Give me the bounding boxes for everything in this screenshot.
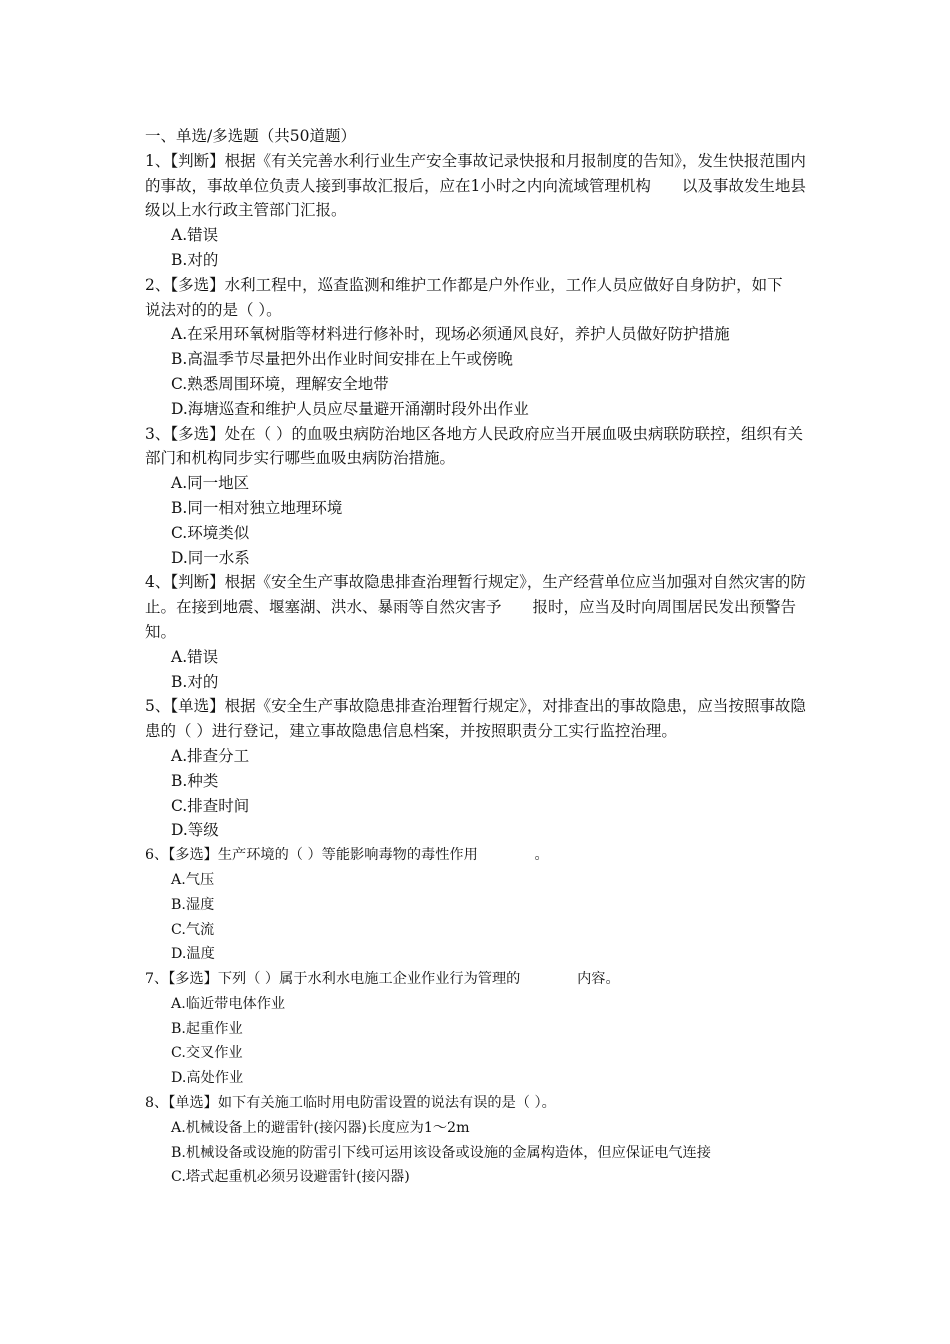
option: A.错误 [171,226,219,245]
option: D.温度 [171,946,215,963]
question-text: 3、【多选】处在（ ）的血吸虫病防治地区各地方人民政府应当开展血吸虫病联防联控，组织有关部门和机构同步实行哪些血吸虫病防治措施。 [145,424,804,468]
question-text: 7、【多选】下列（ ）属于水利水电施工企业作业行为管理的 内容。 [145,971,620,988]
section-heading: 一、单选/多选题（共50道题） [145,127,356,145]
option: D.高处作业 [171,1070,244,1087]
question-text: 8、【单选】如下有关施工临时用电防雷设置的说法有误的是（ ）。 [145,1095,556,1112]
option: A.在采用环氧树脂等材料进行修补时，现场必须通风良好，养护人员做好防护措施 [171,325,730,344]
option: A.同一地区 [171,474,250,493]
option: B.同一相对独立地理环境 [171,498,343,517]
question-text: 4、【判断】根据《安全生产事故隐患排查治理暂行规定》，生产经营单位应当加强对自然灾害的防止。在接到地震、堰塞湖、洪水、暴雨等自然灾害予 报时，应当及时向周围居民发出预警告知。 [145,573,806,641]
question-text: 5、【单选】根据《安全生产事故隐患排查治理暂行规定》，对排查出的事故隐患，应当按照事故隐患的（ ）进行登记，建立事故隐患信息档案，并按照职责分工实行监控治理。 [145,697,806,741]
question-7 [145,967,810,1091]
option: A.临近带电体作业 [171,995,286,1012]
option: B.高温季节尽量把外出作业时间安排在上午或傍晚 [171,350,513,369]
option: B.湿度 [171,896,215,913]
question-8 [145,1091,810,1190]
question-6 [145,843,810,967]
option: C.气流 [171,921,215,938]
option: B.起重作业 [171,1020,243,1037]
option: D.海塘巡查和维护人员应尽量避开涌潮时段外出作业 [171,399,529,418]
option: A.气压 [171,871,215,888]
option: A.排查分工 [171,746,250,765]
question-5 [145,694,810,843]
option: B.机械设备或设施的防雷引下线可运用该设备或设施的金属构造体，但应保证电气连接 [171,1144,711,1161]
option: A.机械设备上的避雷针(接闪器)长度应为1～2m [171,1119,470,1136]
question-2 [145,273,814,422]
question-3 [145,422,810,571]
option: D.等级 [171,821,219,840]
question-text: 1、【判断】根据《有关完善水利行业生产安全事故记录快报和月报制度的告知》，发生快报范围内的事故，事故单位负责人接到事故汇报后，应在1小时之内向流域管理机构 以及事故发生地县级以上水行政主管部门汇报。 [145,151,806,220]
question-list [145,124,814,1190]
option: C.交叉作业 [171,1045,243,1062]
question-1 [145,149,810,273]
option: B.对的 [171,672,219,691]
option: A.错误 [171,647,219,666]
option: B.种类 [171,771,219,790]
option: C.塔式起重机必须另设避雷针(接闪器) [171,1169,410,1186]
option: C.环境类似 [171,523,250,542]
option: D.同一水系 [171,548,250,567]
option: B.对的 [171,250,219,269]
question-text: 2、【多选】水利工程中，巡查监测和维护工作都是户外作业，工作人员应做好自身防护，如下 说法对的的是（ ）。 [145,275,814,319]
option: C.排查时间 [171,796,250,815]
option: C.熟悉周围环境，理解安全地带 [171,374,389,393]
question-text: 6、【多选】生产环境的（ ）等能影响毒物的毒性作用 。 [145,847,549,864]
question-4 [145,570,810,694]
